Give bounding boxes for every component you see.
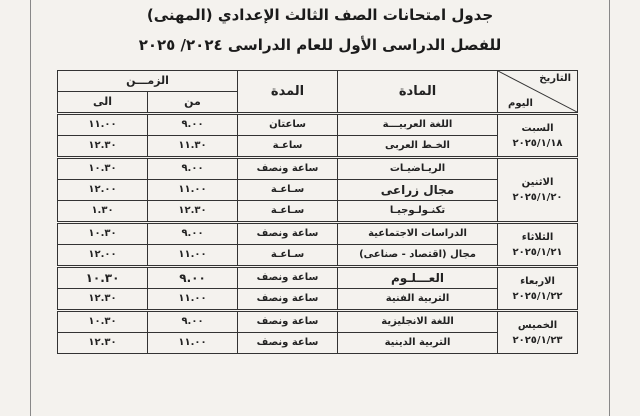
from-cell: ٩.٠٠ <box>148 311 238 333</box>
subject-header: المادة <box>338 71 498 114</box>
day-date: ٢٠٢٥/١/٢٢ <box>512 290 563 302</box>
day-name: السبت <box>521 122 554 134</box>
to-cell: ١٢.٠٠ <box>58 245 148 267</box>
subject-cell: العـــلـوم <box>338 267 498 289</box>
table-row <box>58 223 578 245</box>
page-title: جدول امتحانات الصف الثالث الإعدادي (المهنى) <box>146 6 494 24</box>
subject-cell: اللغة العربيـــة <box>338 114 498 136</box>
day-cell <box>498 158 578 223</box>
from-cell: ١١.٠٠ <box>148 333 238 354</box>
day-date: ٢٠٢٥/١/٢٣ <box>512 334 563 346</box>
duration-cell: ساعة ونصف <box>238 311 338 333</box>
day-cell <box>498 267 578 311</box>
day-header: اليوم <box>508 98 533 109</box>
to-cell: ١.٣٠ <box>58 201 148 223</box>
duration-cell: ساعة ونصف <box>238 333 338 354</box>
table-row <box>58 311 578 333</box>
table-row <box>58 158 578 180</box>
from-cell: ١١.٠٠ <box>148 180 238 201</box>
subject-cell: اللغة الانجليزية <box>338 311 498 333</box>
duration-cell: ساعة ونصف <box>238 289 338 311</box>
to-cell: ١٠.٣٠ <box>58 223 148 245</box>
duration-cell: سـاعـة <box>238 180 338 201</box>
duration-cell: ساعة ونصف <box>238 158 338 180</box>
time-header: الزمـــن <box>58 71 238 92</box>
to-cell: ١٠.٣٠ <box>58 267 148 289</box>
day-date: ٢٠٢٥/١/١٨ <box>512 137 563 149</box>
day-name: الاثنين <box>521 177 554 188</box>
from-cell: ١١.٠٠ <box>148 245 238 267</box>
subject-cell: الدراسات الاجتماعية <box>338 223 498 245</box>
duration-cell: سـاعـة <box>238 201 338 223</box>
page-border-left <box>30 0 31 416</box>
day-date: ٢٠٢٥/١/٢١ <box>512 246 563 258</box>
to-cell: ١٠.٣٠ <box>58 158 148 180</box>
from-cell: ٩.٠٠ <box>148 223 238 245</box>
subject-cell: مجال (اقتصاد - صناعى) <box>338 245 498 267</box>
to-cell: ١١.٠٠ <box>58 114 148 136</box>
day-date: ٢٠٢٥/١/٢٠ <box>512 192 563 203</box>
exam-schedule-table <box>57 70 578 354</box>
from-cell: ١١.٣٠ <box>148 136 238 158</box>
day-cell <box>498 223 578 267</box>
page-subtitle: للفصل الدراسى الأول للعام الدراسى ٢٠٢٤/ ٢٠٢٥ <box>138 36 502 54</box>
duration-header: المدة <box>238 71 338 114</box>
to-cell: ١٢.٠٠ <box>58 180 148 201</box>
subject-cell: الريـاضيـات <box>338 158 498 180</box>
from-cell: ٩.٠٠ <box>148 267 238 289</box>
to-cell: ١٠.٣٠ <box>58 311 148 333</box>
to-cell: ١٢.٣٠ <box>58 333 148 354</box>
subject-cell: تكنـولـوجيـا <box>338 201 498 223</box>
to-header: الى <box>58 92 148 114</box>
date-header: التاريخ <box>539 73 572 84</box>
from-header: من <box>148 92 238 114</box>
day-cell <box>498 311 578 354</box>
subject-cell: التربية الدينية <box>338 333 498 354</box>
duration-cell: ساعـة <box>238 136 338 158</box>
table-row <box>58 267 578 289</box>
from-cell: ١١.٠٠ <box>148 289 238 311</box>
from-cell: ١٢.٣٠ <box>148 201 238 223</box>
date-day-header <box>498 71 578 114</box>
day-name: الثلاثاء <box>521 231 554 243</box>
table-row <box>58 114 578 136</box>
to-cell: ١٢.٣٠ <box>58 289 148 311</box>
day-name: الخميس <box>517 319 558 331</box>
from-cell: ٩.٠٠ <box>148 158 238 180</box>
day-name: الاربعاء <box>520 275 555 287</box>
subject-cell: الخـط العربى <box>338 136 498 158</box>
to-cell: ١٢.٣٠ <box>58 136 148 158</box>
from-cell: ٩.٠٠ <box>148 114 238 136</box>
duration-cell: سـاعـة <box>238 245 338 267</box>
duration-cell: ساعة ونصف <box>238 223 338 245</box>
duration-cell: ساعتان <box>238 114 338 136</box>
subject-cell: التربية الفنية <box>338 289 498 311</box>
duration-cell: ساعة ونصف <box>238 267 338 289</box>
page-border-right <box>609 0 610 416</box>
day-cell <box>498 114 578 158</box>
subject-cell: مجال زراعى <box>338 180 498 201</box>
